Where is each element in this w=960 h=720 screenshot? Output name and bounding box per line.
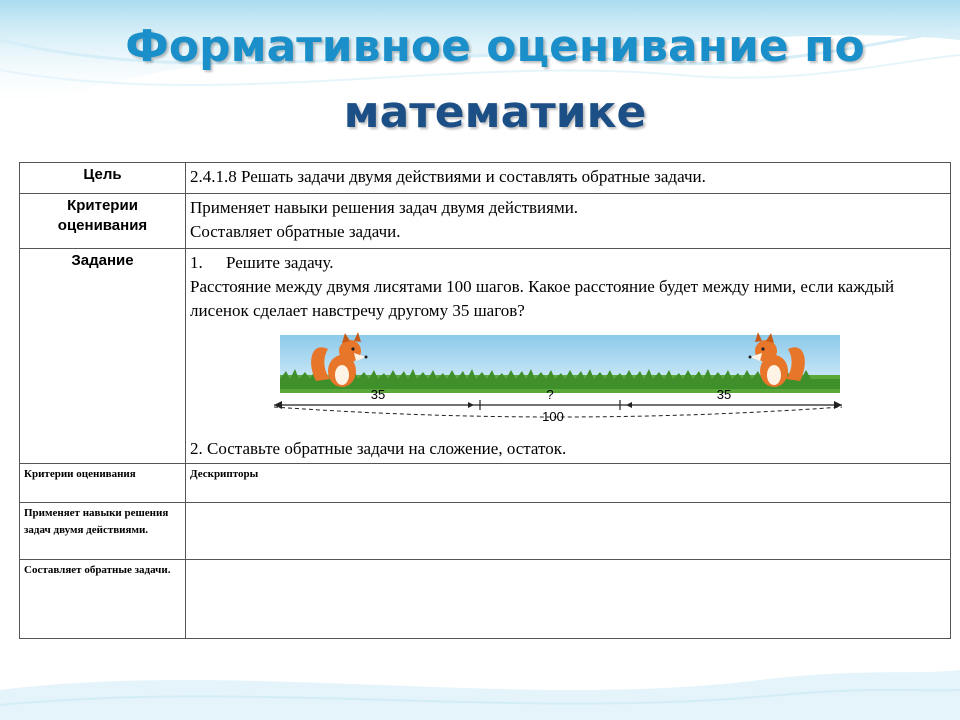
rubric-criteria-header: Критерии оценивания <box>20 464 186 503</box>
rubric-criterion: Применяет навыки решения задач двумя действиями. <box>20 503 186 560</box>
rubric-criterion: Составляет обратные задачи. <box>20 560 186 639</box>
unknown-distance-label: ? <box>546 387 554 402</box>
task2-text: 2. Составьте обратные задачи на сложение, остаток. <box>190 439 567 458</box>
rubric-row <box>20 560 951 639</box>
task-row <box>20 249 951 464</box>
criteria-line: Составляет обратные задачи. <box>190 222 401 241</box>
rubric-row <box>20 503 951 560</box>
goal-label: Цель <box>20 163 186 194</box>
task-label: Задание <box>20 249 186 464</box>
task1-number: 1. <box>190 253 203 272</box>
right-distance-label: 35 <box>716 387 732 402</box>
task-content <box>186 249 951 464</box>
background-wave-bottom <box>0 630 960 720</box>
rubric-header-row <box>20 464 951 503</box>
page-title <box>0 14 960 146</box>
total-distance-label: 100 <box>542 409 564 424</box>
criteria-label: Критерии оценивания <box>20 194 186 249</box>
rubric-descriptor <box>186 503 951 560</box>
title-line-2: математике <box>343 87 647 138</box>
rubric-descriptors-header: Дескрипторы <box>186 464 951 503</box>
criteria-line: Применяет навыки решения задач двумя действиями. <box>190 198 579 217</box>
criteria-row <box>20 194 951 249</box>
goal-row <box>20 163 951 194</box>
foxes-distance-figure <box>268 327 848 433</box>
rubric-descriptor <box>186 560 951 639</box>
title-line-1: Формативное оценивание по <box>125 21 865 72</box>
task1-title: Решите задачу. <box>226 253 334 272</box>
goal-text: 2.4.1.8 Решать задачи двумя действиями и составлять обратные задачи. <box>186 163 951 194</box>
task1-heading <box>190 251 946 275</box>
task1-text: Расстояние между двумя лисятами 100 шагов. Какое расстояние будет между ними, если каждый лисенок сделает навстречу другому 35 шагов? <box>190 277 895 320</box>
left-distance-label: 35 <box>370 387 386 402</box>
assessment-table <box>19 162 951 639</box>
criteria-text <box>186 194 951 249</box>
